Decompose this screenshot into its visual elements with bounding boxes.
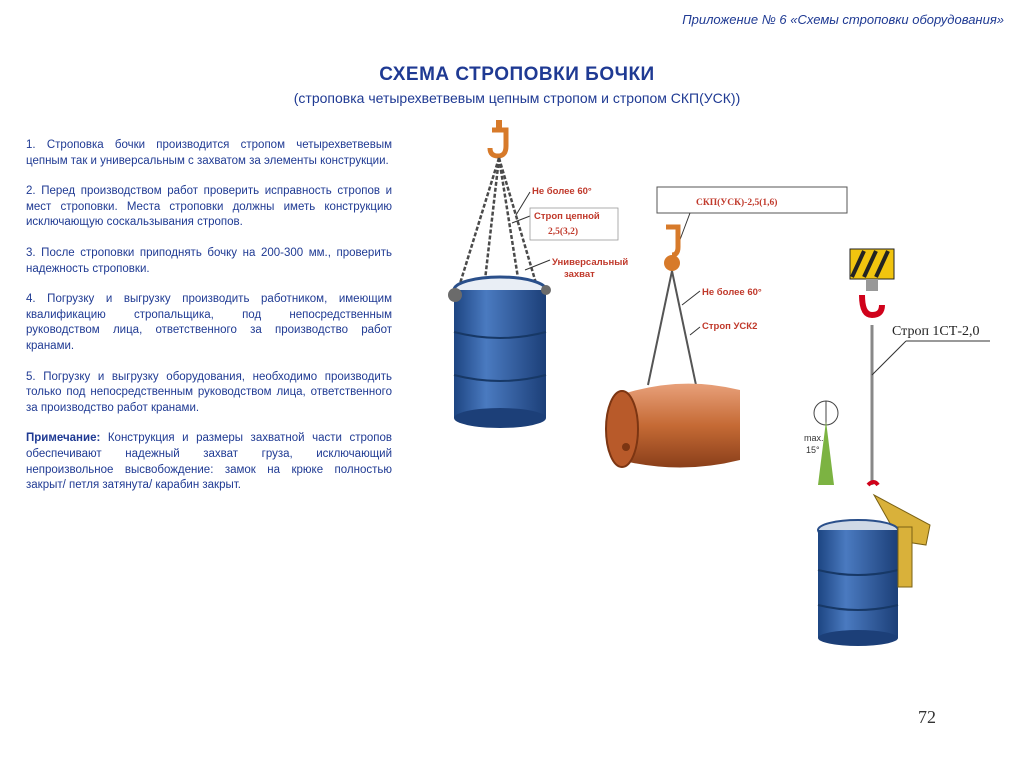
fig1-angle-label: Не более 60° (532, 186, 592, 197)
note-label: Примечание: (26, 432, 101, 445)
page-number: 72 (918, 707, 936, 727)
max-angle-icon (814, 401, 838, 485)
paragraph-4: 4. Погрузку и выгрузку производить работником, имеющим квалификацию стропальщика, под непосредственным руководством лица, ответственного за производство работ кранами. (26, 293, 392, 352)
fig3-angle-line1: max. (804, 433, 824, 443)
blue-drum-3 (818, 520, 898, 646)
copper-drum (606, 384, 740, 468)
crane-hook-icon (664, 227, 680, 271)
fig1-sling-size: 2,5(3,2) (548, 227, 579, 237)
chain-legs (458, 158, 538, 290)
fig1-grip-label-2: захват (564, 269, 595, 280)
note-text: Конструкция и размеры захватной части стропов обеспечивают надежный захват груза, исключающий непроизвольное высвобождение: замок на крюке полностью закрыт/ петля затянута/ карабин закрыт. (26, 432, 392, 492)
page-subtitle: (строповка четырехветвевым цепным стропом и стропом СКП(УСК)) (293, 90, 741, 106)
fig3-angle-line2: 15° (806, 445, 820, 455)
paragraph-3: 3. После строповки приподнять бочку на 200-300 мм., проверить надежность строповки. (26, 246, 392, 275)
hook-block-icon (850, 249, 894, 315)
usk-sling-legs (648, 271, 696, 385)
figure-1ct-sling-drum (790, 245, 1005, 655)
fig2-box-label: СКП(УСК)-2,5(1,6) (696, 198, 778, 208)
page-title: СХЕМА СТРОПОВКИ БОЧКИ (379, 64, 655, 85)
instructions-text (26, 138, 392, 509)
fig1-grip-label-1: Универсальный (552, 257, 629, 268)
fig2-sling-label: Строп УСК2 (702, 321, 758, 332)
fig2-angle-label: Не более 60° (702, 287, 762, 298)
appendix-note: Приложение № 6 «Схемы строповки оборудования» (682, 12, 1004, 27)
fig3-sling-label: Строп 1СТ-2,0 (892, 324, 980, 339)
crane-hook-icon (490, 120, 506, 156)
paragraph-5: 5. Погрузку и выгрузку оборудования, необходимо производить только под непосредственным руководством лица, ответственного за производство работ кранами. (26, 370, 392, 414)
blue-drum (454, 277, 546, 428)
note-paragraph (26, 431, 392, 493)
fig1-sling-label: Строп цепной (534, 211, 600, 222)
paragraph-2: 2. Перед производством работ проверить исправность стропов и мест строповки. Места строповки должны иметь конструкцию исключающую соскальзывания стропов. (26, 185, 392, 229)
paragraph-1: 1. Строповка бочки производится стропом четырехветвевым цепным так и универсальным с захватом за элементы конструкции. (26, 139, 392, 167)
